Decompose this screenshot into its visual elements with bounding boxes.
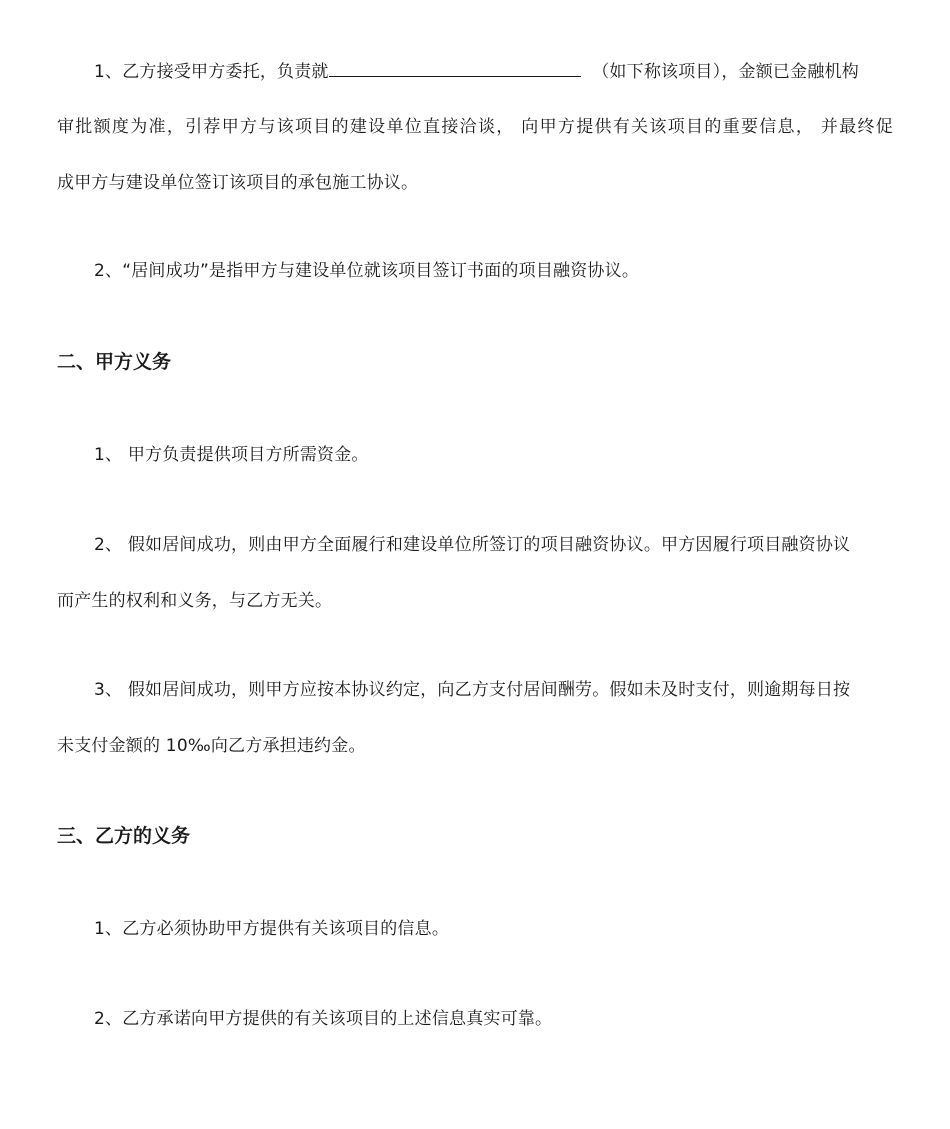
clause-1-line-2: 审批额度为准，引荐甲方与该项目的建设单位直接洽谈， 向甲方提供有关该项目的重要信息， 并最终促 xyxy=(57,117,893,137)
clause-2-line: 2、“居间成功”是指甲方与建设单位就该项目签订书面的项目融资协议。 xyxy=(94,261,640,281)
party-a-item-2-line-1: 2、 假如居间成功，则由甲方全面履行和建设单位所签订的项目融资协议。甲方因履行项目融资协议 xyxy=(94,535,851,555)
party-a-item-1: 1、 甲方负责提供项目方所需资金。 xyxy=(94,445,369,465)
party-b-item-2: 2、乙方承诺向甲方提供的有关该项目的上述信息真实可靠。 xyxy=(94,1009,553,1029)
section-heading-party-a-obligations: 二、甲方义务 xyxy=(57,351,172,373)
clause-1-text-after-blank: （如下称该项目），金额已金融机构 xyxy=(586,62,859,82)
party-a-item-2-line-2: 而产生的权利和义务，与乙方无关。 xyxy=(57,591,333,611)
clause-1-line-3: 成甲方与建设单位签订该项目的承包施工协议。 xyxy=(57,173,419,193)
project-name-blank xyxy=(329,59,581,77)
section-heading-party-b-obligations: 三、乙方的义务 xyxy=(57,825,191,847)
party-a-item-3-line-1: 3、 假如居间成功，则甲方应按本协议约定，向乙方支付居间酬劳。假如未及时支付，则逾期每日按 xyxy=(94,680,851,700)
party-a-item-3-line-2: 未支付金额的 10‰向乙方承担违约金。 xyxy=(57,736,366,756)
party-b-item-1: 1、乙方必须协助甲方提供有关该项目的信息。 xyxy=(94,919,450,939)
clause-1-line-1 xyxy=(94,59,859,84)
clause-1-text-before-blank: 1、乙方接受甲方委托，负责就 xyxy=(94,62,329,82)
